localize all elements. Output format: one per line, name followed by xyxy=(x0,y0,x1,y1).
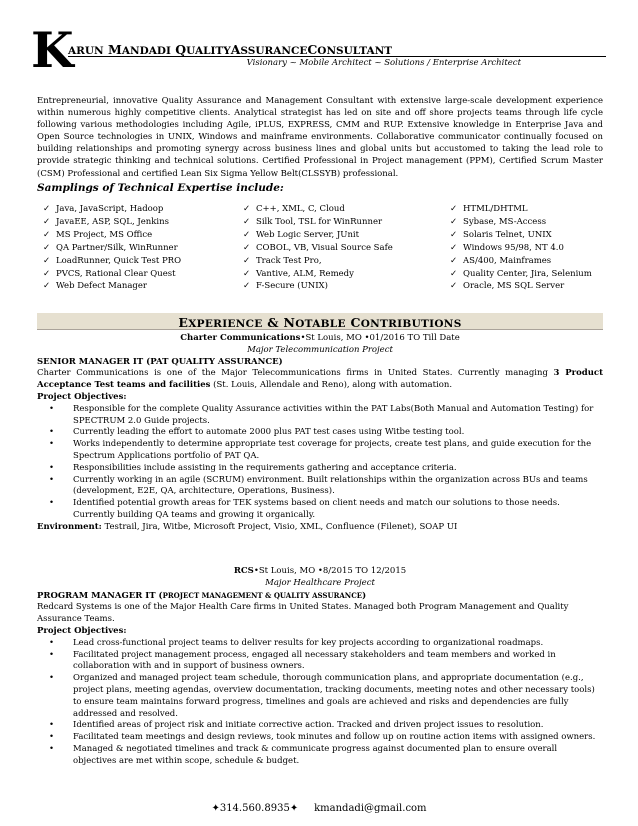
skill-item: ✓ C++, XML, C, Cloud xyxy=(243,204,345,214)
job-role: PROGRAM MANAGER IT (PROJECT MANAGEMENT & QUALITY ASSURANCE) xyxy=(37,590,367,601)
company-name: Charter Communications xyxy=(180,333,301,343)
checkmark-icon: ✓ xyxy=(43,229,51,240)
checkmark-icon: ✓ xyxy=(450,216,458,227)
job-industry: Major Healthcare Project xyxy=(265,577,375,588)
skill-item: ✓ LoadRunner, Quick Test PRO xyxy=(43,255,182,266)
skill-item: ✓ Web Defect Manager xyxy=(43,281,147,292)
checkmark-icon: ✓ xyxy=(243,255,251,266)
experience-section-title: EXPERIENCE & NOTABLE CONTRIBUTIONS xyxy=(178,315,462,330)
first-name: ARUN xyxy=(68,45,104,57)
list-item: • Identified areas of project risk and initiate corrective action. Tracked and driven project issues to resolution. xyxy=(37,720,603,732)
skill-item: ✓ PVCS, Rational Clear Quest xyxy=(43,268,176,279)
skill-item: ✓ JavaEE, ASP, SQL, Jenkins xyxy=(43,216,169,227)
name-and-title xyxy=(68,42,392,57)
star-icon: ✦ xyxy=(289,803,299,814)
checkmark-icon: ✓ xyxy=(43,268,51,279)
name-initial: K xyxy=(31,21,73,79)
checkmark-icon: ✓ xyxy=(243,229,251,240)
job-company-line: RCS•St Louis, MO •8/2015 TO 12/2015 xyxy=(233,566,407,576)
skill-item: ✓ Silk Tool, TSL for WinRunner xyxy=(243,216,383,227)
job-description: Redcard Systems is one of the Major Health Care firms in United States. Managed both Program Management and Quality Assurance Teams. xyxy=(37,602,569,625)
skill-item: ✓ COBOL, VB, Visual Source Safe xyxy=(243,242,393,253)
skill-item: ✓ MS Project, MS Office xyxy=(43,229,153,240)
skill-item: ✓ Java, JavaScript, Hadoop xyxy=(43,204,164,214)
skills-column-2 xyxy=(243,203,393,293)
objectives-label: Project Objectives: xyxy=(37,625,127,636)
checkmark-icon: ✓ xyxy=(43,204,51,214)
checkmark-icon: ✓ xyxy=(243,204,251,214)
phone-number[interactable]: 314.560.8935 xyxy=(219,803,290,814)
job-location: St Louis, MO xyxy=(258,566,316,576)
list-item: • Works independently to determine appropriate test coverage for projects, create test plans, and guide execution for the Spectrum Applications portfolio of PAT QA. xyxy=(37,439,603,463)
checkmark-icon: ✓ xyxy=(43,242,51,253)
contact-footer xyxy=(0,803,638,814)
checkmark-icon: ✓ xyxy=(450,204,458,214)
skill-item: ✓ Sybase, MS-Access xyxy=(450,216,547,227)
list-item: • Lead cross-functional project teams to deliver results for key projects according to organizational roadmaps. xyxy=(37,638,603,650)
objectives-label: Project Objectives: xyxy=(37,391,127,402)
email-link[interactable]: kmandadi@gmail.com xyxy=(314,803,427,814)
checkmark-icon: ✓ xyxy=(450,229,458,240)
list-item: • Responsible for the complete Quality Assurance activities within the PAT Labs(Both Manual and Automation Testing) for SPECTRUM 2.0 Guide projects. xyxy=(37,404,603,428)
skill-item: ✓ Track Test Pro, xyxy=(243,255,322,266)
objectives-list xyxy=(37,404,603,522)
resume-page xyxy=(31,0,604,766)
checkmark-icon: ✓ xyxy=(43,281,51,292)
list-item: • Facilitated project management process, engaged all necessary stakeholders and team members and worked in collaboration with and in support of business owners. xyxy=(37,650,603,674)
checkmark-icon: ✓ xyxy=(43,255,51,266)
skill-item: ✓ Web Logic Server, JUnit xyxy=(243,229,360,240)
samplings-heading: Samplings of Technical Expertise include: xyxy=(37,182,284,194)
checkmark-icon: ✓ xyxy=(243,242,251,253)
skills-column-1 xyxy=(43,203,181,293)
job-rcs xyxy=(37,566,603,768)
list-item: • Facilitated team meetings and design reviews, took minutes and follow up on routine action items with assigned owners. xyxy=(37,732,603,744)
job-title: QUALITYASSURANCECONSULTANT xyxy=(175,42,393,57)
job-dates: 01/2016 TO Till Date xyxy=(369,333,460,343)
checkmark-icon: ✓ xyxy=(450,242,458,253)
job-role: SENIOR MANAGER IT (PAT QUALITY ASSURANCE) xyxy=(37,356,283,367)
list-item: • Identified potential growth areas for TEK systems based on client needs and match our solutions to those needs. Currently building QA teams and growing it organically. xyxy=(37,498,603,522)
last-name: MANDADI xyxy=(108,42,171,57)
checkmark-icon: ✓ xyxy=(243,268,251,279)
job-charter xyxy=(37,333,603,534)
skill-item: ✓ QA Partner/Silk, WinRunner xyxy=(43,242,178,253)
list-item: • Responsibilities include assisting in the requirements gathering and acceptance criteria. xyxy=(37,463,603,475)
resume-header xyxy=(31,0,603,79)
list-item: • Organized and managed project team schedule, thorough communication plans, and appropriate documentation (e.g., project plans, meeting agendas, overview documentation, tracking documents, meeting notes and other necessary tools) to ensure team maintains forward progress, timelines and goals are achieved and risks and dependencies are fully addressed and resolved. xyxy=(37,673,603,720)
job-dates: 8/2015 TO 12/2015 xyxy=(322,566,407,576)
skill-item: ✓ F-Secure (UNIX) xyxy=(243,281,328,292)
star-icon: ✦ xyxy=(211,803,220,814)
checkmark-icon: ✓ xyxy=(450,281,458,292)
professional-summary: Entrepreneurial, innovative Quality Assurance and Management Consultant with extensive large-scale development experience within numerous highly competitive clients. Analytical strategist has led on site and off shore projects teams through life cycle following various methodologies including Agile, iPLUS, EXPRESS, CMM and RUP. Extensive knowledge in Enterprise Java and Open Source technologies in UNIX, Windows and mainframe environments. Collaborative communicator continually focused on building relationships and promoting synergy across business lines and global units but accustomed to taking the lead role to provide strategic thinking and technical solutions. Certified Professional in Project management (PPM), Certified Scrum Master (CSM) Professional and certified Lean Six Sigma Yellow Belt(CLSSYB) professional. xyxy=(37,96,603,179)
skill-item: ✓ Vantive, ALM, Remedy xyxy=(243,268,354,279)
job-company-line: Charter Communications•St Louis, MO •01/2016 TO Till Date xyxy=(180,333,460,343)
job-description: Charter Communications is one of the Major Telecommunications firms in United States. Currently managing 3 Product Acceptance Test teams and facilities (St. Louis, Allendale and Reno), along with automation. xyxy=(37,368,604,391)
tagline: Visionary ~ Mobile Architect ~ Solutions / Enterprise Architect xyxy=(246,58,521,68)
checkmark-icon: ✓ xyxy=(450,255,458,266)
header-rule xyxy=(68,56,606,57)
job-location: St Louis, MO xyxy=(305,333,362,343)
job-industry: Major Telecommunication Project xyxy=(247,344,393,355)
skill-item: ✓ Quality Center, Jira, Selenium xyxy=(450,268,592,279)
objectives-list xyxy=(37,638,603,768)
checkmark-icon: ✓ xyxy=(43,216,51,227)
list-item: • Managed & negotiated timelines and track & communicate progress against documented plan to ensure overall objectives are met within scope, schedule & budget. xyxy=(37,744,603,768)
checkmark-icon: ✓ xyxy=(243,216,251,227)
checkmark-icon: ✓ xyxy=(243,281,251,292)
skill-item: ✓ AS/400, Mainframes xyxy=(450,255,552,266)
skill-item: ✓ Solaris Telnet, UNIX xyxy=(450,229,552,240)
list-item: • Currently leading the effort to automate 2000 plus PAT test cases using Witbe testing tool. xyxy=(37,427,603,439)
list-item: • Currently working in an agile (SCRUM) environment. Built relationships within the organization across BUs and teams (development, E2E, QA, architecture, Operations, Business). xyxy=(37,475,603,499)
skill-item: ✓ HTML/DHTML xyxy=(450,204,528,214)
skills-column-3 xyxy=(450,203,592,293)
skill-item: ✓ Oracle, MS SQL Server xyxy=(450,281,565,292)
company-name: RCS xyxy=(233,566,254,576)
checkmark-icon: ✓ xyxy=(450,268,458,279)
skill-item: ✓ Windows 95/98, NT 4.0 xyxy=(450,242,564,253)
environment-line: Environment: Testrail, Jira, Witbe, Microsoft Project, Visio, XML, Confluence (Filenet), SOAP UI xyxy=(37,521,458,532)
